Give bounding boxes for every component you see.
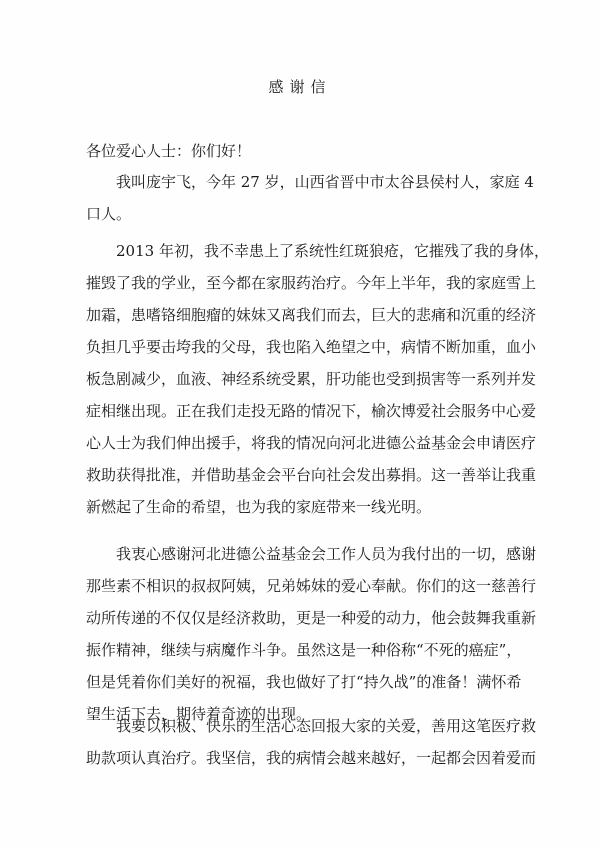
paragraph-line: 板急剧减少，血液、神经系统受累，肝功能也受到损害等一系列并发 <box>86 370 537 388</box>
paragraph-line: 新燃起了生命的希望，也为我的家庭带来一线光明。 <box>86 498 432 516</box>
paragraph-line: 助款项认真治疗。我坚信，我的病情会越来越好，一起都会因着爱而 <box>86 749 537 767</box>
paragraph-line: 那些素不相识的叔叔阿姨，兄弟姊妹的爱心奉献。你们的这一慈善行 <box>86 577 537 595</box>
paragraph-line: 2013 年初，我不幸患上了系统性红斑狼疮，它摧残了我的身体， <box>116 242 549 260</box>
paragraph-line: 望生活下去，期待着奇迹的出现。 <box>86 705 312 723</box>
paragraph-line: 心人士为我们伸出援手，将我的情况向河北进德公益基金会申请医疗 <box>86 434 537 452</box>
paragraph-line: 我要以积极、快乐的生活心态回报大家的关爱，善用这笔医疗救 <box>116 717 537 735</box>
letter-salutation: 各位爱心人士：你们好！ <box>86 142 252 160</box>
paragraph-line: 负担几乎要击垮我的父母，我也陷入绝望之中，病情不断加重，血小 <box>86 338 537 356</box>
paragraph-line: 口人。 <box>86 205 132 223</box>
paragraph-2 <box>86 235 549 523</box>
paragraph-4 <box>86 710 537 774</box>
paragraph-1 <box>86 166 534 230</box>
paragraph-line: 我衷心感谢河北进德公益基金会工作人员为我付出的一切，感谢 <box>116 545 537 563</box>
paragraph-3 <box>86 538 537 730</box>
letter-title: 感谢信 <box>268 78 332 96</box>
paragraph-line: 救助获得批准，并借助基金会平台向社会发出募捐。这一善举让我重 <box>86 466 537 484</box>
paragraph-line: 振作精神，继续与病魔作斗争。虽然这是一种俗称“不死的癌症”， <box>86 641 522 659</box>
paragraph-line: 动所传递的不仅仅是经济救助，更是一种爱的动力，他会鼓舞我重新 <box>86 609 537 627</box>
paragraph-line: 摧毁了我的学业，至今都在家服药治疗。今年上半年，我的家庭雪上 <box>86 274 537 292</box>
paragraph-line: 但是凭着你们美好的祝福，我也做好了打“持久战”的准备！满怀希 <box>86 673 522 691</box>
paragraph-line: 我叫庞宇飞，今年 27 岁，山西省晋中市太谷县侯村人，家庭 4 <box>116 173 534 191</box>
paragraph-line: 加霜，患嗜铬细胞瘤的妹妹又离我们而去，巨大的悲痛和沉重的经济 <box>86 306 537 324</box>
paragraph-line: 症相继出现。正在我们走投无路的情况下，榆次博爱社会服务中心爱 <box>86 402 537 420</box>
